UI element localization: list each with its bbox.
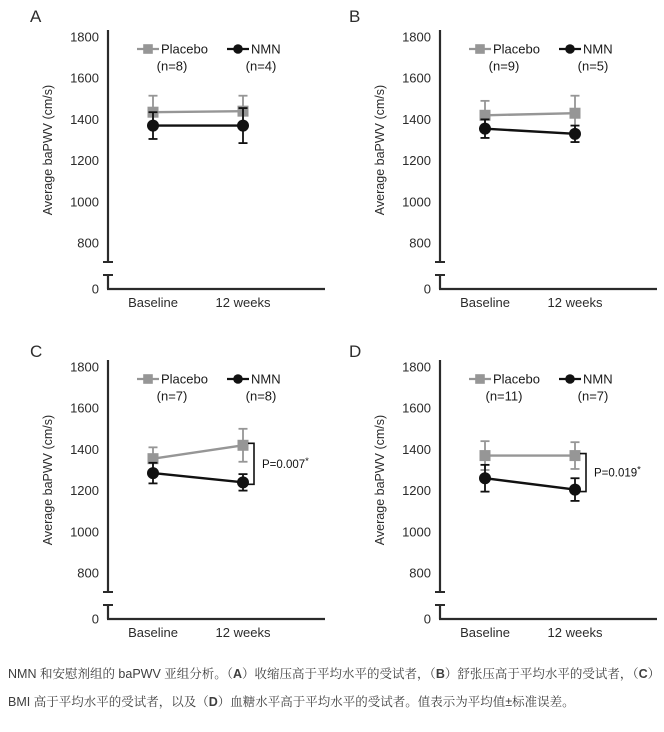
legend-placebo-square-icon [143,374,153,384]
y-tick-label-1800: 1800 [402,29,431,45]
y-tick-label-0: 0 [91,611,99,627]
nmn-circle-marker [569,484,581,496]
x-tick-label-baseline: Baseline [460,625,510,640]
legend-nmn-n-label: (n=8) [245,388,277,404]
figure-caption [8,660,658,716]
p-value-label: P=0.019* [594,464,641,480]
y-tick-label-1800: 1800 [70,359,99,375]
x-tick-label-baseline: Baseline [460,295,510,310]
caption-panel-ref: D [208,695,218,709]
panel-B-svg [332,0,664,330]
nmn-series-line [153,473,243,482]
y-tick-label-1400: 1400 [402,111,431,127]
panel-B-label: B [349,7,361,26]
legend-placebo-n-label: (n=11) [485,388,523,404]
p-value-label: P=0.007* [262,455,309,471]
caption-panel-ref: A [233,667,243,681]
y-tick-label-1000: 1000 [402,524,431,540]
legend-nmn-n-label: (n=7) [577,388,609,404]
panel-C-chart [0,330,332,660]
placebo-series-line [153,445,243,458]
y-tick-label-1600: 1600 [402,70,431,86]
panel-A-svg [0,0,332,330]
caption-text: NMN 和安慰剂组的 baPWV 亚组分析。（ [8,667,234,681]
legend-placebo-square-icon [143,44,153,54]
x-tick-label-12-weeks: 12 weeks [547,295,603,310]
nmn-series-line [485,129,575,134]
nmn-circle-marker [479,123,491,135]
legend-placebo-square-icon [475,44,485,54]
y-tick-label-1400: 1400 [70,441,99,457]
x-tick-label-12-weeks: 12 weeks [215,625,271,640]
legend-placebo-label: Placebo [493,41,540,57]
y-tick-label-1200: 1200 [402,153,431,169]
legend-nmn-label: NMN [251,371,281,387]
panel-D-chart [332,330,664,660]
nmn-circle-marker [147,120,159,132]
y-tick-label-1200: 1200 [402,483,431,499]
nmn-circle-marker [237,476,249,488]
nmn-circle-marker [479,472,491,484]
p-value-bracket [580,454,586,492]
placebo-square-marker [480,450,491,461]
placebo-square-marker [570,108,581,119]
caption-panel-ref: C [638,667,648,681]
y-tick-label-1600: 1600 [70,70,99,86]
placebo-series-line [485,113,575,115]
placebo-square-marker [238,440,249,451]
y-axis-title: Average baPWV (cm/s) [41,414,55,546]
y-tick-label-1400: 1400 [70,111,99,127]
y-tick-label-0: 0 [423,611,431,627]
legend-nmn-n-label: (n=5) [577,58,609,74]
nmn-circle-marker [569,128,581,140]
legend-placebo-square-icon [475,374,485,384]
panel-A-label: A [30,7,42,26]
legend-nmn-label: NMN [251,41,281,57]
y-tick-label-1800: 1800 [402,359,431,375]
caption-panel-ref: B [435,667,445,681]
legend-nmn-circle-icon [233,44,243,54]
nmn-series-line [485,478,575,489]
x-tick-label-12-weeks: 12 weeks [547,625,603,640]
panel-C-label: C [30,342,43,361]
panel-A-chart [0,0,332,330]
caption-text: ）舒张压高于平均水平的受试者，（ [444,667,639,681]
legend-placebo-n-label: (n=9) [488,58,520,74]
y-tick-label-800: 800 [409,235,431,251]
y-tick-label-800: 800 [409,565,431,581]
y-tick-label-0: 0 [423,281,431,297]
placebo-square-marker [570,450,581,461]
x-tick-label-12-weeks: 12 weeks [215,295,271,310]
panel-B-chart [332,0,664,330]
legend-nmn-circle-icon [565,374,575,384]
y-axis-title: Average baPWV (cm/s) [373,84,387,216]
y-tick-label-1200: 1200 [70,153,99,169]
nmn-circle-marker [237,120,249,132]
panel-D-svg [332,330,664,660]
y-tick-label-1600: 1600 [402,400,431,416]
caption-text: ）血糖水平高于平均水平的受试者。值表示为平均值±标准误差。 [217,695,575,709]
y-tick-label-1000: 1000 [70,524,99,540]
y-axis-title: Average baPWV (cm/s) [41,84,55,216]
y-tick-label-1200: 1200 [70,483,99,499]
y-tick-label-1000: 1000 [402,194,431,210]
y-tick-label-1800: 1800 [70,29,99,45]
panel-D-label: D [349,342,362,361]
y-tick-label-800: 800 [77,235,99,251]
panel-B [332,0,664,330]
p-value-bracket [248,443,254,484]
x-tick-label-baseline: Baseline [128,625,178,640]
nmn-circle-marker [147,467,159,479]
y-tick-label-0: 0 [91,281,99,297]
legend-nmn-circle-icon [233,374,243,384]
legend-placebo-label: Placebo [493,371,540,387]
y-axis-title: Average baPWV (cm/s) [373,414,387,546]
y-tick-label-1400: 1400 [402,441,431,457]
panel-C-svg [0,330,332,660]
y-tick-label-800: 800 [77,565,99,581]
legend-nmn-n-label: (n=4) [245,58,277,74]
placebo-series-line [153,111,243,112]
legend-placebo-n-label: (n=8) [156,58,188,74]
legend-placebo-label: Placebo [161,371,208,387]
legend-nmn-label: NMN [583,371,613,387]
legend-nmn-circle-icon [565,44,575,54]
y-tick-label-1000: 1000 [70,194,99,210]
panel-C [0,330,332,660]
legend-placebo-label: Placebo [161,41,208,57]
caption-text: ）收缩压高于平均水平的受试者，（ [242,667,436,681]
legend-nmn-label: NMN [583,41,613,57]
caption-text: ）BMI 高于平均水平的受试者，以及（ [8,667,654,709]
x-tick-label-baseline: Baseline [128,295,178,310]
y-tick-label-1600: 1600 [70,400,99,416]
panel-D [332,330,664,660]
legend-placebo-n-label: (n=7) [156,388,188,404]
panel-A [0,0,332,330]
